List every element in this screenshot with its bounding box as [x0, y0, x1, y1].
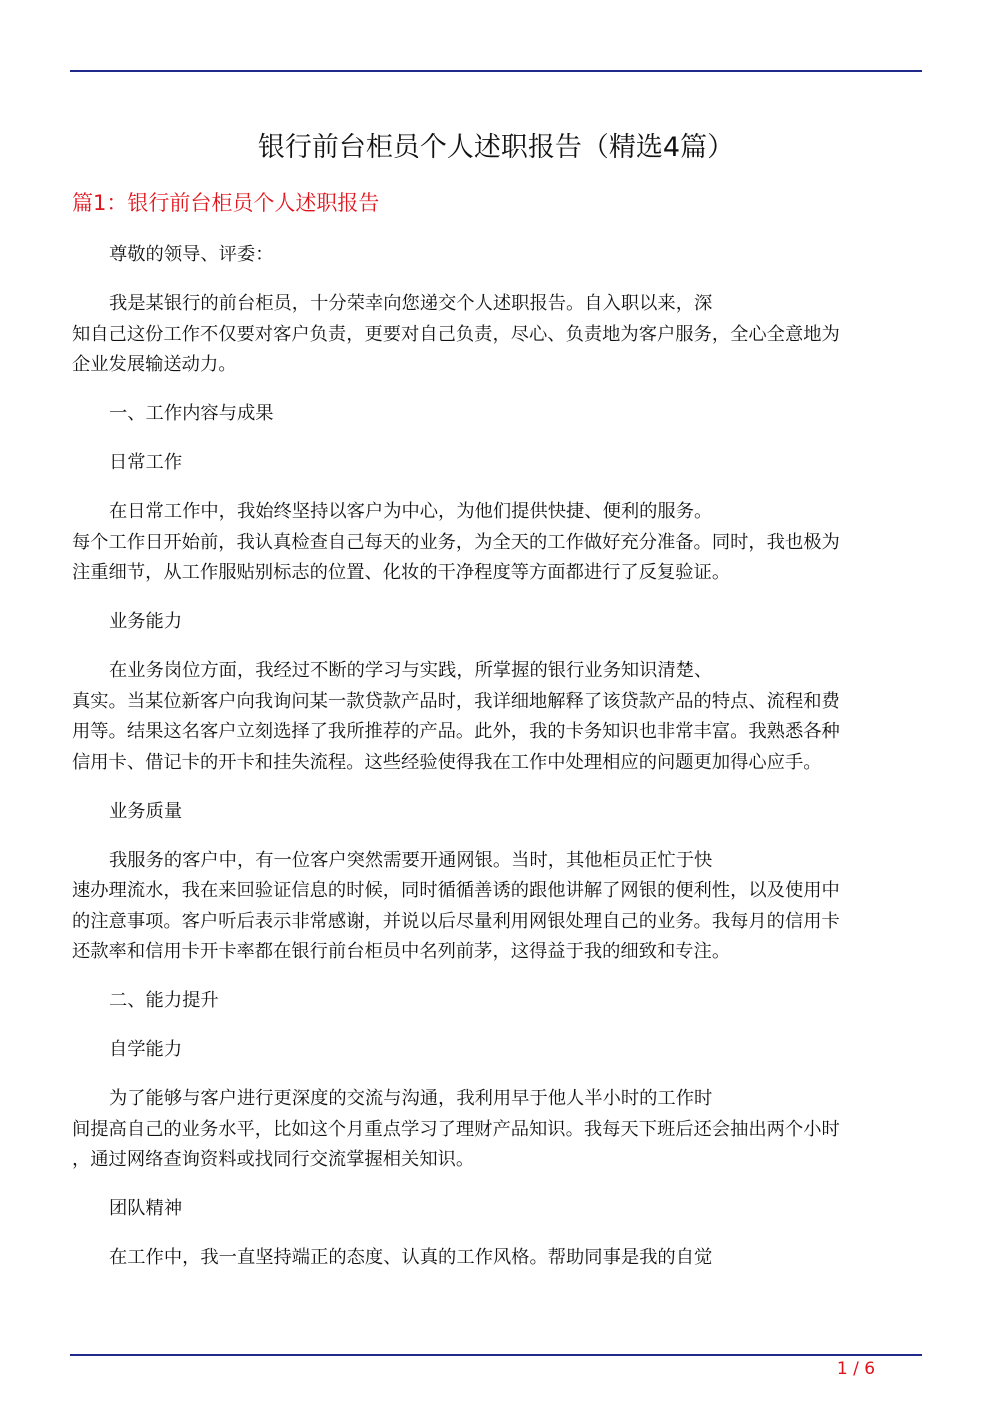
paragraph-line: 在工作中，我一直坚持端正的态度、认真的工作风格。帮助同事是我的自觉 [109, 1247, 713, 1268]
paragraph-line: 为了能够与客户进行更深度的交流与沟通，我利用早于他人半小时的工作时 [109, 1088, 713, 1109]
business-ability-paragraph [72, 656, 920, 778]
self-study-paragraph [72, 1084, 920, 1176]
team-spirit-paragraph [72, 1243, 920, 1274]
subheading-team-spirit: 团队精神 [109, 1198, 183, 1219]
paragraph-line: 知自己这份工作不仅要对客户负责，更要对自己负责，尽心、负责地为客户服务，全心全意地为 [72, 323, 840, 345]
subheading-daily-work: 日常工作 [109, 452, 183, 473]
paragraph-line: 的注意事项。客户听后表示非常感谢，并说以后尽量利用网银处理自己的业务。我每月的信用卡 [72, 910, 840, 932]
paragraph-line: 用等。结果这名客户立刻选择了我所推荐的产品。此外，我的卡务知识也非常丰富。我熟悉各种 [72, 721, 840, 742]
paragraph-line: ，通过网络查询资料或找同行交流掌握相关知识。 [72, 1149, 475, 1170]
document-title: 银行前台柜员个人述职报告（精选4篇） [257, 132, 735, 163]
footer-rule [70, 1354, 922, 1356]
paragraph-line: 我是某银行的前台柜员，十分荣幸向您递交个人述职报告。自入职以来，深 [109, 293, 713, 314]
greeting: 尊敬的领导、评委： [109, 244, 274, 265]
subheading-self-study: 自学能力 [109, 1039, 183, 1060]
heading-work-content: 一、工作内容与成果 [109, 403, 274, 424]
paragraph-line: 我服务的客户中，有一位客户突然需要开通网银。当时，其他柜员正忙于快 [109, 849, 713, 871]
document-body [72, 240, 920, 1292]
business-quality-paragraph [72, 846, 920, 968]
subheading-business-quality: 业务质量 [109, 800, 183, 822]
paragraph-line: 速办理流水，我在来回验证信息的时候，同时循循善诱的跟他讲解了网银的便利性，以及使用中 [72, 880, 840, 901]
paragraph-line: 每个工作日开始前，我认真检查自己每天的业务，为全天的工作做好充分准备。同时，我也极为 [72, 531, 840, 553]
paragraph-line: 企业发展输送动力。 [72, 354, 237, 375]
header-rule [70, 70, 922, 72]
page-number: 1 / 6 [836, 1359, 876, 1379]
paragraph-line: 还款率和信用卡开卡率都在银行前台柜员中名列前茅，这得益于我的细致和专注。 [72, 941, 731, 962]
intro-paragraph [72, 289, 920, 381]
paragraph-line: 在业务岗位方面，我经过不断的学习与实践，所掌握的银行业务知识清楚、 [109, 660, 713, 681]
paragraph-line: 真实。当某位新客户向我询问某一款贷款产品时，我详细地解释了该贷款产品的特点、流程和费 [72, 690, 840, 712]
subheading-business-ability: 业务能力 [109, 611, 183, 632]
paragraph-line: 注重细节，从工作服贴别标志的位置、化妆的干净程度等方面都进行了反复验证。 [72, 562, 731, 583]
paragraph-line: 间提高自己的业务水平，比如这个月重点学习了理财产品知识。我每天下班后还会抽出两个小时 [72, 1118, 840, 1140]
paragraph-line: 信用卡、借记卡的开卡和挂失流程。这些经验使得我在工作中处理相应的问题更加得心应手。 [72, 751, 822, 773]
daily-work-paragraph [72, 497, 920, 589]
section-title: 篇1：银行前台柜员个人述职报告 [72, 191, 380, 215]
heading-ability-improvement: 二、能力提升 [109, 990, 219, 1011]
paragraph-line: 在日常工作中，我始终坚持以客户为中心，为他们提供快捷、便利的服务。 [109, 501, 713, 522]
